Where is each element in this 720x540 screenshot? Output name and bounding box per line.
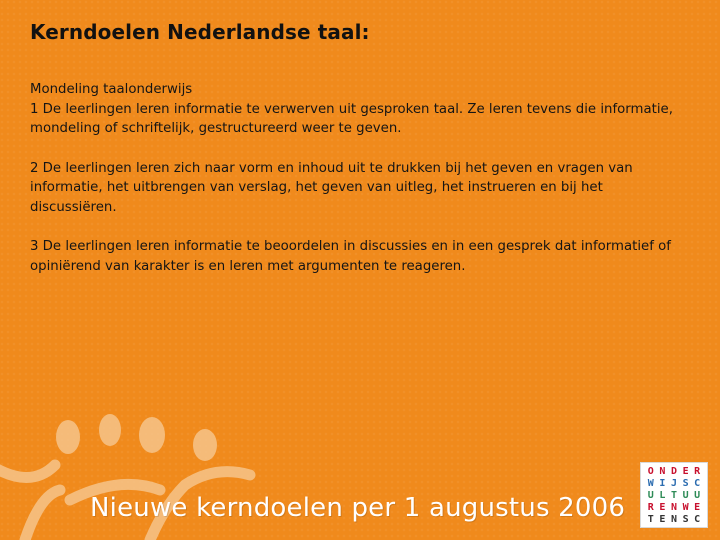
footer-caption: Nieuwe kerndoelen per 1 augustus 2006 (90, 493, 626, 523)
logo-letter: N (670, 514, 677, 525)
figure-head-4 (193, 429, 217, 461)
logo-letter: E (659, 514, 666, 525)
figure-head-2 (99, 414, 121, 446)
logo-letter: L (659, 490, 666, 501)
logo-letter: E (659, 502, 666, 513)
logo-letter: W (682, 502, 689, 513)
logo-letter: J (670, 478, 677, 489)
figure-arm-left (0, 465, 55, 478)
logo-letter: R (647, 502, 654, 513)
paragraph-3: 3 De leerlingen leren informatie te beoordelen in discussies en in een gesprek dat informatief of opiniërend van karakter is en leren met argumenten te reageren. (30, 239, 671, 274)
paragraph-2: 2 De leerlingen leren zich naar vorm en inhoud uit te drukken bij het geven en vragen van informatie, het uitbrengen van verslag, het geven van uitleg, het instrueren en bij het discussiëren. (30, 160, 633, 215)
logo-letter: U (694, 490, 701, 501)
logo-letter: R (694, 466, 701, 477)
logo-letter: W (647, 478, 654, 489)
logo-letter: C (694, 514, 701, 525)
logo-letter: T (647, 514, 654, 525)
paragraph-1: 1 De leerlingen leren informatie te verwerven uit gesproken taal. Ze leren tevens die informatie, mondeling of schriftelijk, gestructureerd weer te geven. (30, 101, 673, 136)
logo-letter: S (682, 478, 689, 489)
logo-letter: C (694, 478, 701, 489)
logo-letter: O (647, 466, 654, 477)
subheading: Mondeling taalonderwijs (30, 82, 193, 97)
logo-letter: S (682, 514, 689, 525)
logo-letter: E (694, 502, 701, 513)
logo-letter: D (670, 466, 677, 477)
logo-letter: I (659, 478, 666, 489)
logo-letter: U (682, 490, 689, 501)
logo-letter: N (659, 466, 666, 477)
slide-body (30, 80, 685, 296)
onderwijs-cultuur-wetenschap-logo (640, 462, 708, 528)
figure-body-left (25, 490, 60, 540)
logo-letter: U (647, 490, 654, 501)
figure-head-3 (139, 417, 165, 453)
logo-letter: T (670, 490, 677, 501)
logo-letter: N (670, 502, 677, 513)
figure-head-1 (56, 420, 80, 454)
logo-letter: E (682, 466, 689, 477)
slide-title: Kerndoelen Nederlandse taal: (30, 20, 370, 44)
